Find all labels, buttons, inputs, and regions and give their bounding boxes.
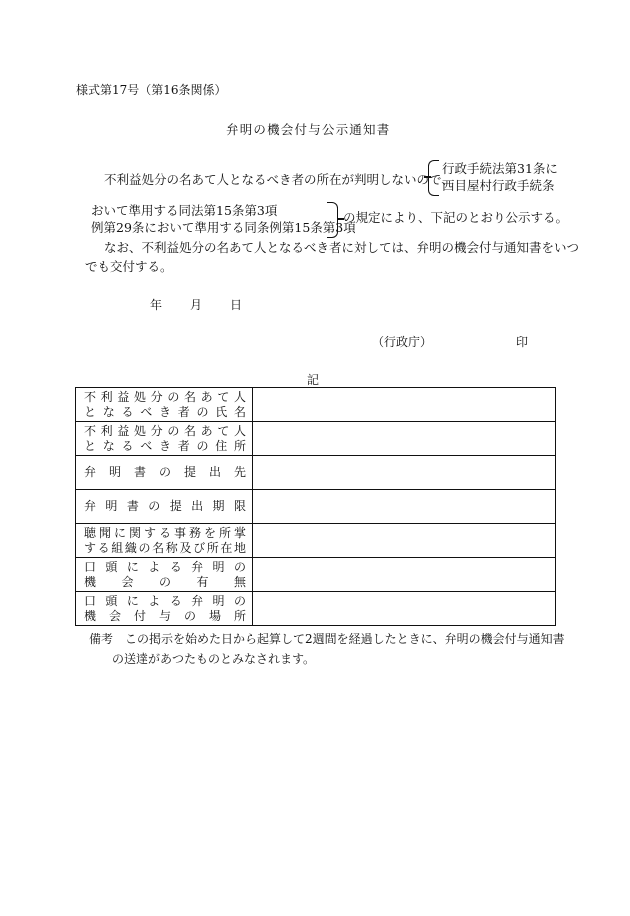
record-row [76,490,556,524]
date-year: 年 [150,298,163,312]
law-option-4: 例第29条において準用する同条例第15条第3項 [91,220,356,235]
note-line-2: でも交付する。 [85,259,173,274]
record-label-line-1: 弁明書の提出期限 [84,499,246,513]
right-brace [327,202,338,238]
record-label-line-1: 口頭による弁明の [84,559,246,574]
record-value-cell [253,456,556,490]
record-row [76,388,556,422]
authority-label: （行政庁） [372,335,433,349]
date-month: 月 [190,298,203,312]
record-row [76,524,556,558]
form-number: 様式第17号（第16条関係） [76,83,227,97]
record-label-cell [76,490,253,524]
record-label-line-1: 口頭による弁明の [84,593,246,608]
record-label-line-1: 不利益処分の名あて人 [84,389,246,404]
left-brace-tick [424,176,431,178]
record-label-line-1: 不利益処分の名あて人 [84,423,246,438]
law-option-3: おいて準用する同法第15条第3項 [91,203,278,218]
rule-text: の規定により、下記のとおり公示する。 [343,210,569,225]
record-label-line-2: 機会付与の場所 [84,608,246,623]
record-row [76,592,556,626]
date-line [150,297,270,313]
record-label-line-2: 機会の有無 [84,574,246,589]
record-label-cell [76,456,253,490]
note-line-1: なお、不利益処分の名あて人となるべき者に対しては、弁明の機会付与通知書をいつ [104,240,580,255]
remarks-line-2: の送達があつたものとみなされます。 [112,652,316,666]
record-label-line-2: となるべき者の氏名 [84,404,246,419]
record-value-cell [253,558,556,592]
remarks-label: 備考 [89,632,114,646]
record-label-line-2: する組織の名称及び所在地 [84,540,246,555]
record-row [76,456,556,490]
record-row [76,422,556,456]
record-value-cell [253,422,556,456]
record-table [75,387,556,626]
date-day: 日 [230,298,243,312]
remarks-line-1: この掲示を始めた日から起算して2週間を経過したときに、弁明の機会付与通知書 [125,632,565,646]
record-label-cell [76,422,253,456]
record-value-cell [253,490,556,524]
intro-text: 不利益処分の名あて人となるべき者の所在が判明しないので、 [104,172,454,187]
record-value-cell [253,388,556,422]
document-title: 弁明の機会付与公示通知書 [226,122,391,137]
record-heading: 記 [307,373,320,387]
law-option-1: 行政手続法第31条に [442,161,558,176]
record-label-cell [76,592,253,626]
record-label-line-2: となるべき者の住所 [84,438,246,453]
law-option-2: 西目屋村行政手続条 [442,178,555,193]
record-label-line-1: 弁明書の提出先 [84,465,246,479]
record-label-line-1: 聴聞に関する事務を所掌 [84,525,246,540]
record-label-cell [76,524,253,558]
seal-mark: 印 [516,335,529,349]
left-brace [428,160,439,196]
record-value-cell [253,524,556,558]
record-value-cell [253,592,556,626]
record-row [76,558,556,592]
record-label-cell [76,558,253,592]
record-label-cell [76,388,253,422]
